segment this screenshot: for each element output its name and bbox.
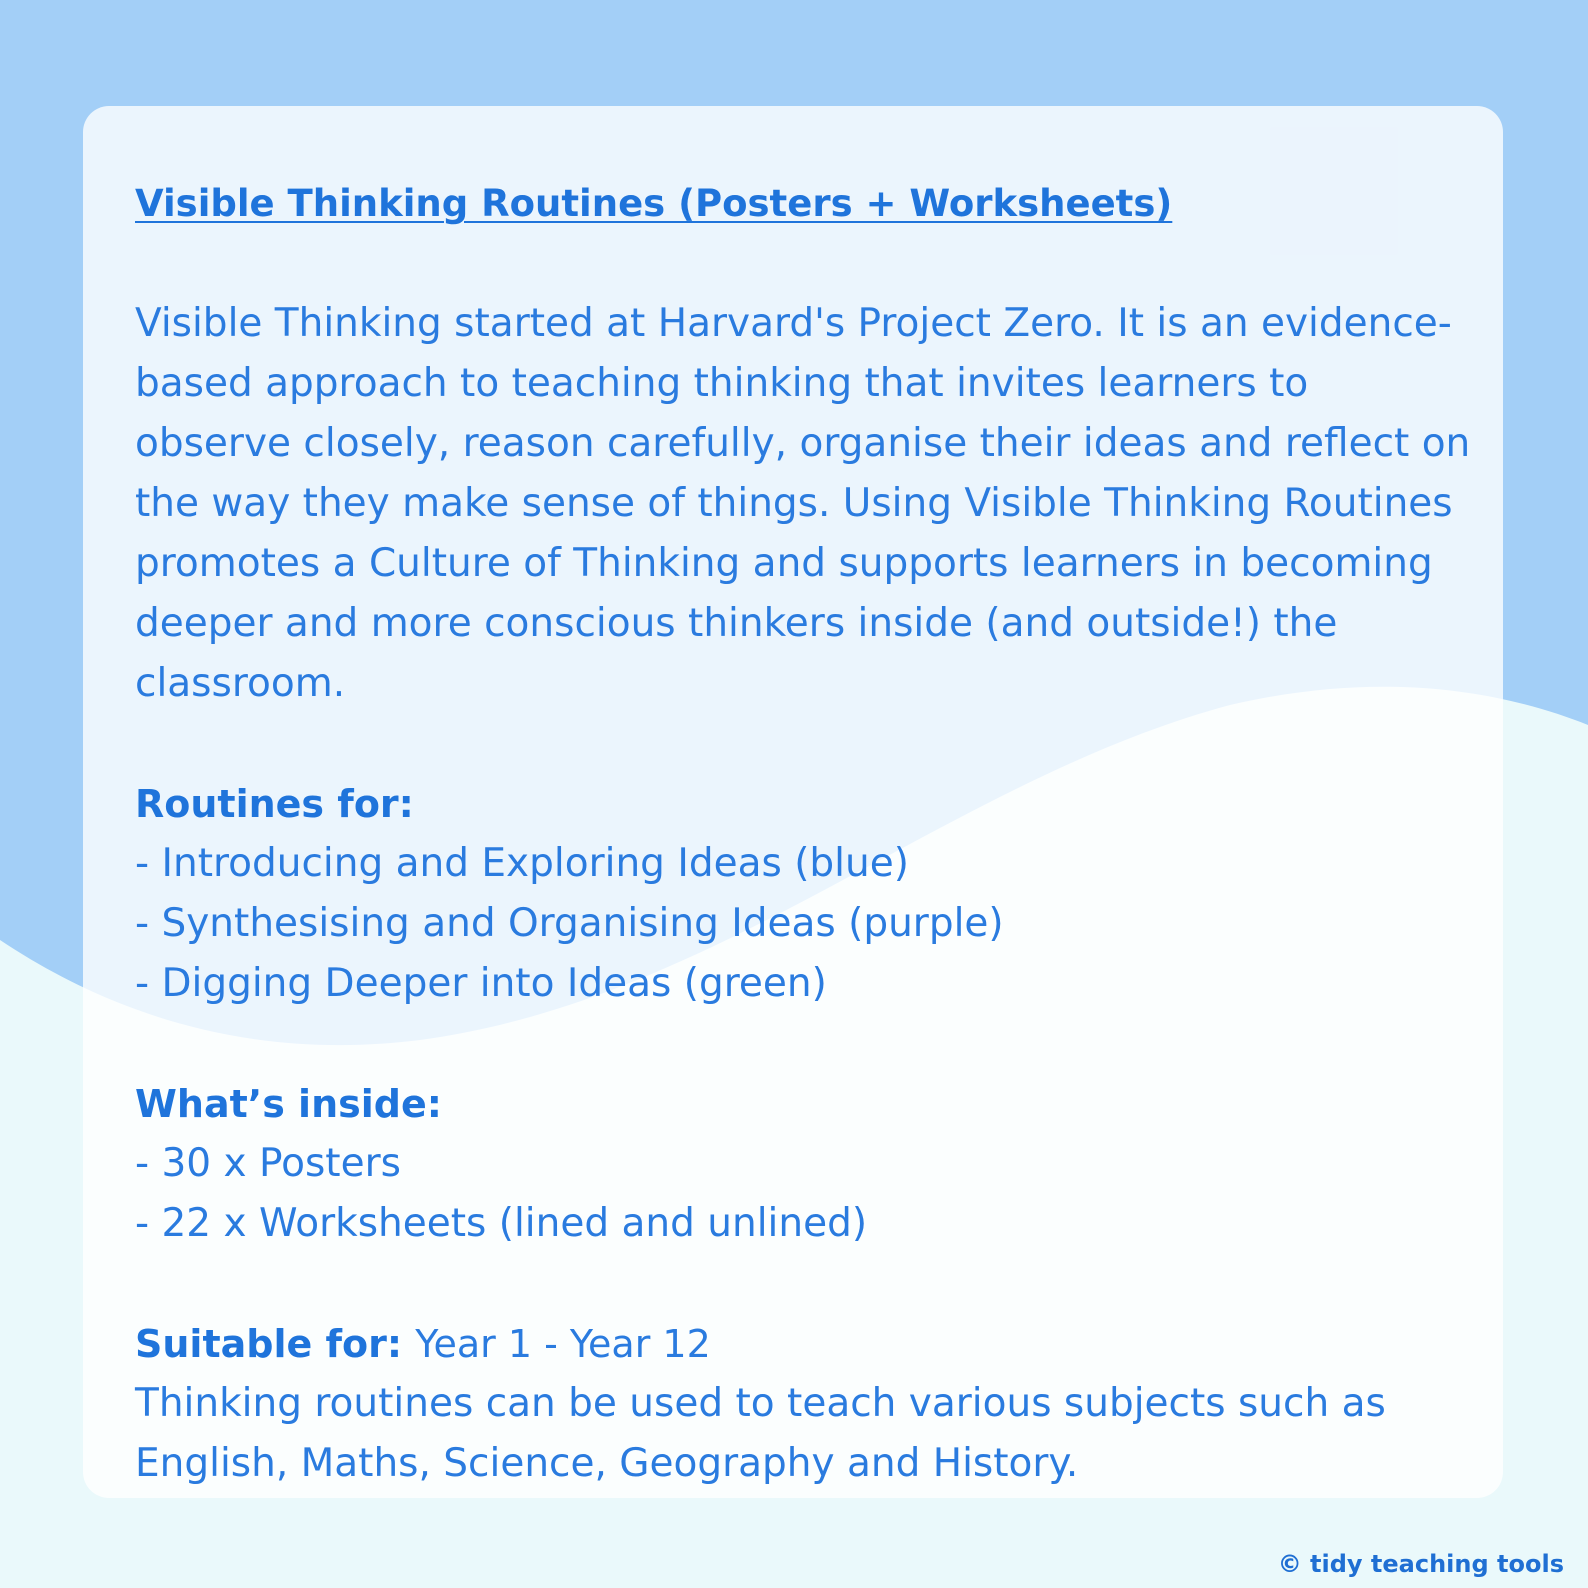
inside-heading: What’s inside: — [135, 1082, 442, 1126]
list-item: - Introducing and Exploring Ideas (blue) — [135, 841, 909, 886]
suitable-label: Suitable for: — [135, 1322, 403, 1366]
list-item: - 22 x Worksheets (lined and unlined) — [135, 1201, 868, 1246]
inside-section — [135, 1074, 1475, 1254]
routines-list — [135, 834, 1475, 1014]
suitable-heading — [135, 1314, 1475, 1374]
list-item: - 30 x Posters — [135, 1141, 401, 1186]
inside-list — [135, 1134, 1475, 1254]
list-item: - Synthesising and Organising Ideas (purple) — [135, 901, 1004, 946]
copyright-footer: © tidy teaching tools — [1277, 1550, 1564, 1578]
routines-section — [135, 774, 1475, 1014]
list-item: - Digging Deeper into Ideas (green) — [135, 961, 827, 1006]
suitable-value: Year 1 - Year 12 — [415, 1322, 711, 1366]
routines-heading: Routines for: — [135, 782, 414, 826]
content — [135, 176, 1475, 1494]
page-title[interactable]: Visible Thinking Routines (Posters + Worksheets) — [135, 182, 1173, 225]
suitable-description: Thinking routines can be used to teach various subjects such as English, Maths, Science, Geography and History. — [135, 1381, 1386, 1486]
intro-paragraph: Visible Thinking started at Harvard's Project Zero. It is an evidence-based approach to teaching thinking that invites learners to observe closely, reason carefully, organise their ideas and reflect on the way they make sense of things. Using Visible Thinking Routines promotes a Culture of Thinking and supports learners in becoming deeper and more conscious thinkers inside (and outside!) the classroom. — [135, 301, 1471, 706]
suitable-section — [135, 1314, 1475, 1494]
